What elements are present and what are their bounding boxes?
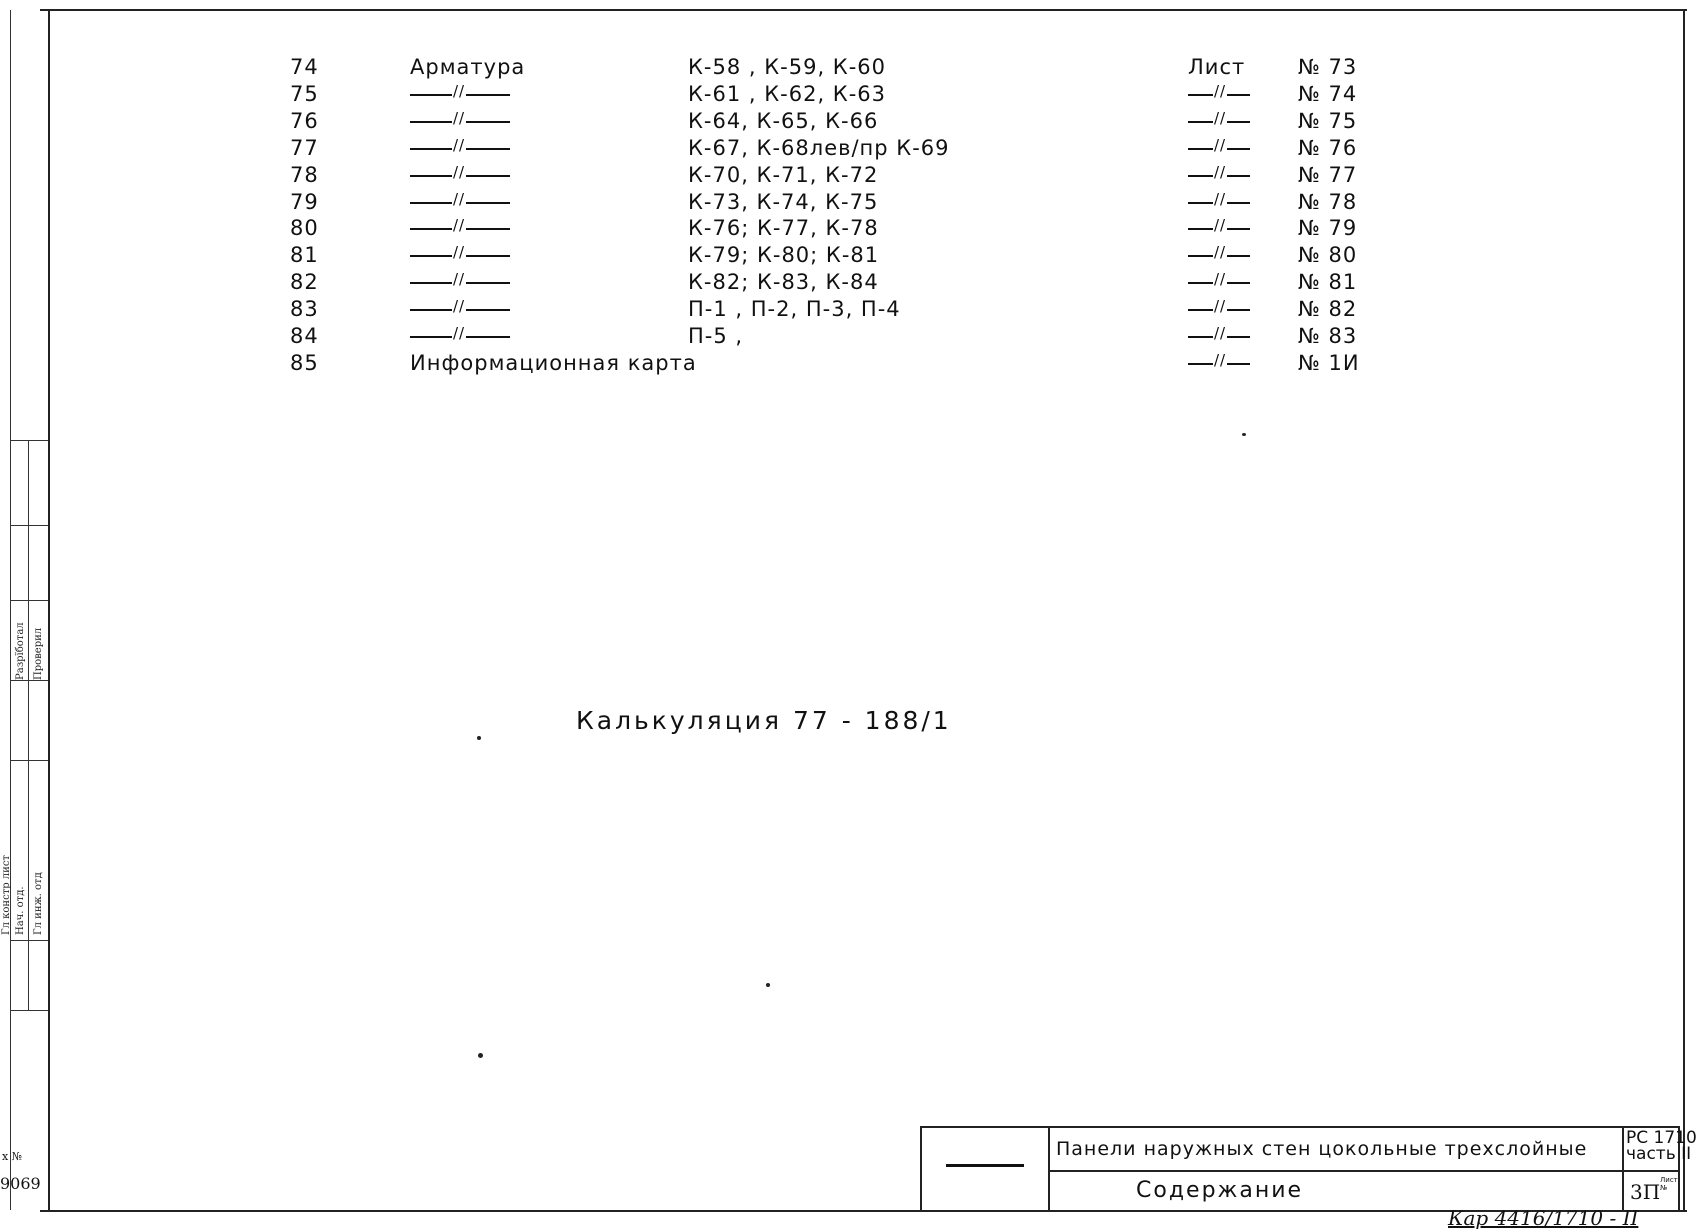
ditto-dash — [410, 148, 510, 150]
ditto-mark — [410, 216, 510, 240]
stamp-divider — [10, 440, 48, 441]
ditto-mark — [410, 190, 510, 214]
row-marks: К-76; К-77, К-78 — [688, 216, 879, 241]
row-marks: К-70, К-71, К-72 — [688, 162, 879, 187]
row-sheet-number: № 80 — [1298, 243, 1358, 268]
row-marks: К-61 , К-62, К-63 — [688, 81, 887, 106]
ditto-dash — [410, 202, 510, 204]
frame-left-border — [48, 10, 50, 1210]
row-sheet-number: № 76 — [1298, 135, 1358, 160]
ditto-dash — [1188, 228, 1250, 230]
doc-ditto-mark — [1188, 190, 1250, 214]
ditto-mark — [410, 324, 510, 348]
row-sheet-number: № 73 — [1298, 55, 1358, 79]
sheet-subtitle: Содержание — [1136, 1178, 1304, 1203]
ditto-dash — [410, 228, 510, 230]
series-part: часть II — [1626, 1144, 1692, 1164]
stamp-chief-designer: Гл констр лист — [1, 855, 12, 935]
ditto-dash — [410, 336, 510, 338]
ditto-mark — [410, 163, 510, 187]
row-sheet-number: № 74 — [1298, 81, 1358, 106]
stamp-checked-by: Проверил — [33, 627, 44, 680]
row-number: 81 — [290, 243, 319, 268]
row-sheet-number: № 83 — [1298, 324, 1358, 348]
ditto-mark — [410, 243, 510, 267]
row-number: 85 — [290, 350, 319, 375]
doc-ditto-mark — [1188, 324, 1250, 348]
row-number: 74 — [290, 55, 319, 79]
row-number: 75 — [290, 81, 319, 106]
ditto-mark — [410, 109, 510, 133]
stamp-dept-head: Нач. отд. — [15, 886, 26, 935]
row-number: 80 — [290, 216, 319, 241]
speck — [766, 983, 770, 987]
stamp-divider — [10, 760, 48, 761]
inventory-number: Кар 4416/1710 - II — [1448, 1206, 1639, 1230]
doc-ditto-mark — [1188, 297, 1250, 321]
row-marks: К-82; К-83, К-84 — [688, 270, 879, 295]
row-sheet-number: № 77 — [1298, 162, 1358, 187]
row-sheet-number: № 75 — [1298, 108, 1358, 133]
row-marks: К-79; К-80; К-81 — [688, 243, 880, 268]
doc-ditto-mark — [1188, 243, 1250, 267]
title-block — [920, 1126, 1697, 1212]
title-block-divider — [1624, 1170, 1678, 1171]
frame-right-border — [1683, 9, 1685, 1211]
archive-number: 9069 — [0, 1174, 41, 1193]
speck — [1242, 433, 1246, 436]
row-sheet-number: № 78 — [1298, 189, 1358, 214]
ditto-dash — [1188, 309, 1250, 311]
ditto-dash — [410, 175, 510, 177]
stamp-divider — [10, 600, 48, 601]
row-marks: П-1 , П-2, П-3, П-4 — [688, 297, 901, 322]
ditto-dash — [1188, 363, 1250, 365]
row-sheet-number: № 82 — [1298, 297, 1358, 322]
speck — [477, 736, 481, 740]
doc-ditto-mark — [1188, 351, 1250, 375]
project-title: Панели наружных стен цокольные трехслойные — [1056, 1138, 1588, 1160]
row-marks: К-58 , К-59, К-60 — [688, 55, 887, 79]
row-marks: К-67, К-68лев/пр К-69 — [688, 135, 950, 160]
row-number: 84 — [290, 324, 319, 348]
ditto-dash — [410, 121, 510, 123]
ditto-mark — [410, 136, 510, 160]
ditto-dash — [410, 255, 510, 257]
ditto-dash — [1188, 282, 1250, 284]
row-sheet-number: № 1И — [1298, 350, 1360, 375]
doc-ditto-mark — [1188, 216, 1250, 240]
ditto-dash — [1188, 94, 1250, 96]
row-doc-type: Лист — [1188, 55, 1246, 79]
sheet-number: 3П — [1630, 1180, 1661, 1204]
frame-top-border — [40, 9, 1687, 11]
title-block-dash — [946, 1164, 1024, 1167]
ditto-dash — [1188, 121, 1250, 123]
title-block-divider — [1050, 1170, 1678, 1172]
row-number: 77 — [290, 135, 319, 160]
row-number: 79 — [290, 189, 319, 214]
doc-ditto-mark — [1188, 136, 1250, 160]
row-sheet-number: № 79 — [1298, 216, 1358, 241]
doc-ditto-mark — [1188, 82, 1250, 106]
series-code — [1626, 1130, 1697, 1162]
series-code-number: РС 1710 — [1626, 1128, 1697, 1148]
stamp-divider — [10, 1010, 48, 1011]
doc-ditto-mark — [1188, 270, 1250, 294]
stamp-divider — [10, 940, 48, 941]
doc-ditto-mark — [1188, 163, 1250, 187]
row-number: 83 — [290, 297, 319, 322]
ditto-dash — [1188, 148, 1250, 150]
ditto-mark — [410, 270, 510, 294]
row-number: 82 — [290, 270, 319, 295]
binding-margin-line — [10, 10, 11, 1210]
ditto-dash — [410, 94, 510, 96]
ditto-dash — [1188, 336, 1250, 338]
stamp-divider — [10, 680, 48, 681]
row-marks: К-64, К-65, К-66 — [688, 108, 879, 133]
doc-ditto-mark — [1188, 109, 1250, 133]
row-number: 76 — [290, 108, 319, 133]
stamp-chief-engineer: Гл инж. отд — [33, 872, 44, 935]
row-sheet-number: № 81 — [1298, 270, 1358, 295]
sheet-label: Лист № — [1660, 1176, 1678, 1192]
ditto-dash — [1188, 175, 1250, 177]
row-name: Информационная карта — [410, 350, 697, 375]
row-number: 78 — [290, 162, 319, 187]
speck — [478, 1053, 483, 1058]
row-marks: К-73, К-74, К-75 — [688, 189, 879, 214]
ditto-dash — [1188, 202, 1250, 204]
ditto-mark — [410, 297, 510, 321]
calculation-reference: Калькуляция 77 - 188/1 — [576, 706, 952, 735]
ditto-dash — [1188, 255, 1250, 257]
ditto-dash — [410, 309, 510, 311]
ditto-mark — [410, 82, 510, 106]
stamp-developed-by: Разрїботал — [15, 622, 26, 680]
stamp-x-number: х № — [2, 1150, 23, 1163]
row-name: Арматура — [410, 55, 526, 79]
ditto-dash — [410, 282, 510, 284]
stamp-divider — [10, 525, 48, 526]
row-marks: П-5 , — [688, 324, 744, 348]
